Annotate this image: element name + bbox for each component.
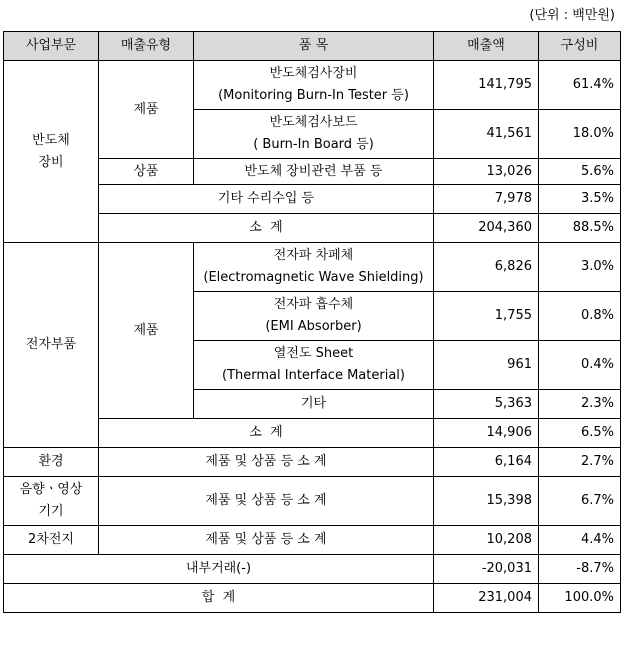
ratio-value: 4.4%: [539, 526, 621, 555]
item-name: 열전도 Sheet (Thermal Interface Material): [194, 341, 434, 390]
ratio-value: 5.6%: [539, 159, 621, 185]
subtotal-label: 소 계: [99, 214, 434, 243]
sales-value: -20,031: [434, 555, 539, 584]
item-name: 전자파 차페체 (Electromagnetic Wave Shielding): [194, 243, 434, 292]
header-row: [4, 32, 621, 61]
item-name: 제품 및 상품 등 소 계: [99, 526, 434, 555]
table-row: [4, 448, 621, 477]
ratio-value: 3.0%: [539, 243, 621, 292]
item-name: 제품 및 상품 등 소 계: [99, 448, 434, 477]
ratio-value: 18.0%: [539, 110, 621, 159]
sales-value: 141,795: [434, 61, 539, 110]
sales-value: 231,004: [434, 584, 539, 613]
sales-table: [3, 31, 621, 613]
ratio-value: 3.5%: [539, 185, 621, 214]
sales-value: 10,208: [434, 526, 539, 555]
item-name: 전자파 흡수체 (EMI Absorber): [194, 292, 434, 341]
division-battery: 2차전지: [4, 526, 99, 555]
table-row: [4, 243, 621, 292]
internal-label: 내부거래(-): [4, 555, 434, 584]
unit-label: (단위 : 백만원): [529, 8, 615, 23]
ratio-value: 88.5%: [539, 214, 621, 243]
sales-type-product: 제품: [99, 61, 194, 159]
item-name: 반도체검사보드 ( Burn-In Board 등): [194, 110, 434, 159]
header-sales-type: 매출유형: [99, 32, 194, 61]
ratio-value: -8.7%: [539, 555, 621, 584]
table-row: [4, 526, 621, 555]
header-sales: 매출액: [434, 32, 539, 61]
sales-value: 6,826: [434, 243, 539, 292]
total-row: [4, 584, 621, 613]
sales-value: 14,906: [434, 419, 539, 448]
sales-type-product: 제품: [99, 243, 194, 419]
ratio-value: 0.4%: [539, 341, 621, 390]
sales-value: 41,561: [434, 110, 539, 159]
item-name: 제품 및 상품 등 소 계: [99, 477, 434, 526]
ratio-value: 6.7%: [539, 477, 621, 526]
sales-value: 15,398: [434, 477, 539, 526]
item-name: 반도체검사장비 (Monitoring Burn-In Tester 등): [194, 61, 434, 110]
item-name: 기타 수리수입 등: [99, 185, 434, 214]
division-electronic: 전자부품: [4, 243, 99, 448]
division-semi: 반도체 장비: [4, 61, 99, 243]
sales-value: 1,755: [434, 292, 539, 341]
ratio-value: 61.4%: [539, 61, 621, 110]
ratio-value: 6.5%: [539, 419, 621, 448]
table-row: [4, 477, 621, 526]
table-row: [4, 555, 621, 584]
ratio-value: 100.0%: [539, 584, 621, 613]
item-name: 반도체 장비관련 부품 등: [194, 159, 434, 185]
sales-value: 961: [434, 341, 539, 390]
sales-type-goods: 상품: [99, 159, 194, 185]
sales-value: 7,978: [434, 185, 539, 214]
subtotal-label: 소 계: [99, 419, 434, 448]
sales-value: 13,026: [434, 159, 539, 185]
header-item: 품 목: [194, 32, 434, 61]
ratio-value: 2.3%: [539, 390, 621, 419]
ratio-value: 2.7%: [539, 448, 621, 477]
ratio-value: 0.8%: [539, 292, 621, 341]
sales-value: 204,360: [434, 214, 539, 243]
sales-value: 5,363: [434, 390, 539, 419]
division-environment: 환경: [4, 448, 99, 477]
sales-value: 6,164: [434, 448, 539, 477]
item-name: 기타: [194, 390, 434, 419]
table-row: [4, 61, 621, 110]
total-label: 합 계: [4, 584, 434, 613]
header-division: 사업부문: [4, 32, 99, 61]
division-audio-video: 음향ㆍ영상 기기: [4, 477, 99, 526]
header-ratio: 구성비: [539, 32, 621, 61]
